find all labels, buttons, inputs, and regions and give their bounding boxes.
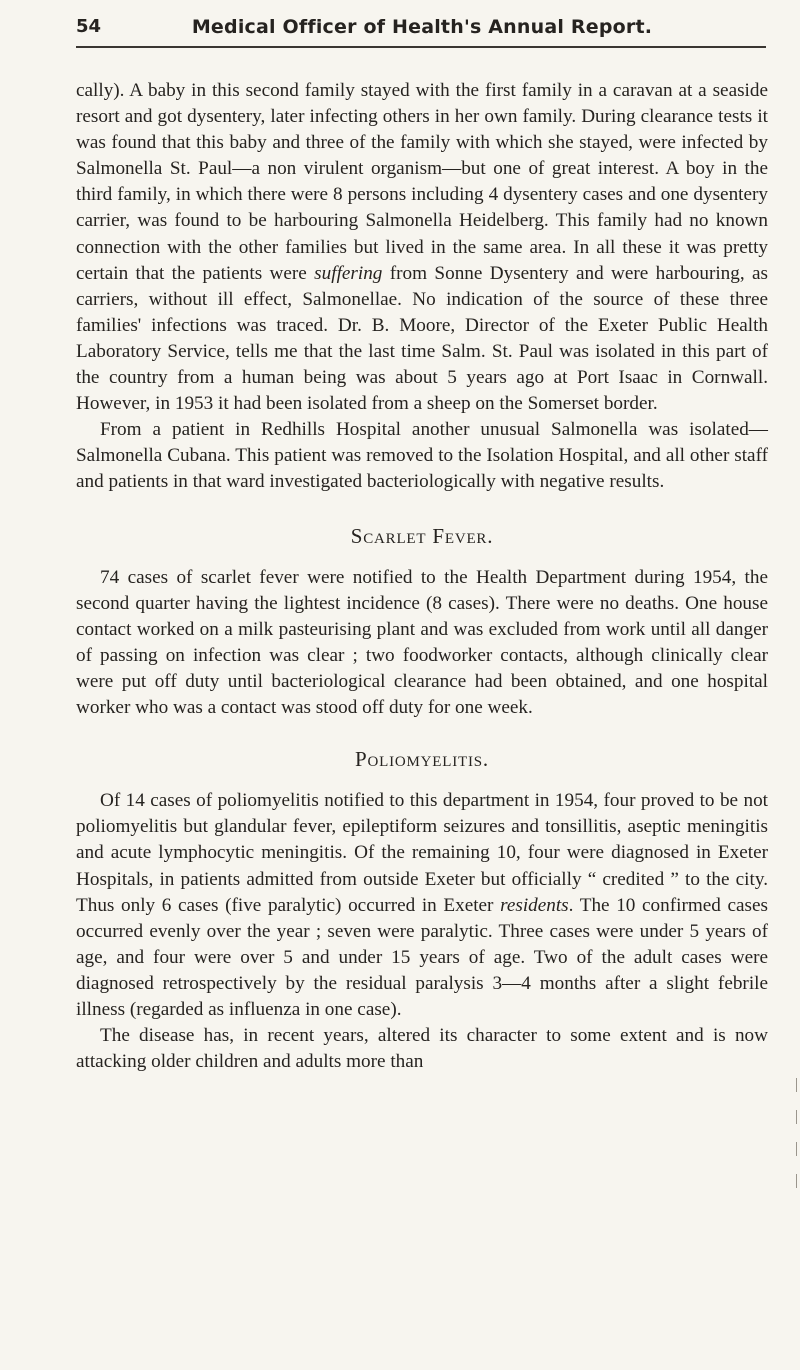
emphasis-text: residents (500, 894, 569, 916)
paragraph-salmonella (76, 78, 768, 417)
header-rule (76, 46, 766, 48)
page-edge-marks (790, 1060, 800, 1360)
edge-mark (796, 1142, 797, 1156)
page-header (76, 10, 768, 50)
paragraph-disease-character: The disease has, in recent years, altered its character to some extent and is now attacking older children and adults more than (76, 1025, 768, 1073)
paragraph-text: from Sonne Dysentery and were harbouring, as carriers, without ill effect, Salmonellae. No indication of the source of these three families' infections was traced. Dr. B. Moore, Director of the Exeter Public Health Laboratory Service, tells me that the last time Salm. St. Paul was isolated in this part of the country from a human being was about 5 years ago at Port Isaac in Cornwall. However, in 1953 it had been isolated from a sheep on the Somerset border. (76, 262, 768, 415)
section-heading-poliomyelitis: Poliomyelitis. (355, 747, 489, 772)
page-number: 54 (76, 16, 102, 37)
section-heading-scarlet-fever: Scarlet Fever. (350, 523, 494, 548)
edge-mark (796, 1110, 797, 1124)
body-text (76, 78, 768, 1075)
paragraph-scarlet-fever: 74 cases of scarlet fever were notified to the Health Department during 1954, the second quarter having the lightest incidence (8 cases). There were no deaths. One house contact worked on a milk pasteurising plant and was excluded from work until all danger of passing on infection was clear ; two foodworker contacts, although clinically clear were put off duty until bacteriological clearance had been obtained, and one hospital worker who was a contact was stood off duty for one week. (76, 566, 768, 719)
edge-mark (796, 1174, 797, 1188)
paragraph-text: . The 10 confirmed cases occurred evenly over the year ; seven were paralytic. Three cases were under 5 years of age, and four were over 5 and under 15 years of age. Two of the adult cases were diagnosed retrospectively by the residual paralysis 3—4 months after a slight febrile illness (regarded as influenza in one case). (76, 894, 768, 1020)
paragraph-text: cally). A baby in this second family stayed with the first family in a caravan at a seaside resort and got dysentery, later infecting others in her own family. During clearance tests it was found that this baby and three of the family with which she stayed, were infected by Salmonella St. Paul—a non virulent organism—but one of great interest. A boy in the third family, in which there were 8 persons including 4 dysentery cases and one dysentery carrier, was found to be harbouring Salmonella Heidelberg. This family had no known connection with the other families but lived in the same area. In all these it was pretty certain that the patients were (76, 80, 768, 284)
edge-mark (796, 1078, 797, 1092)
paragraph-poliomyelitis (76, 788, 768, 1023)
emphasis-text: suffering (314, 262, 383, 284)
paragraph-text: Of 14 cases of poliomyelitis notified to this department in 1954, four proved to be not poliomyelitis but glandular fever, epileptiform seizures and tonsillitis, aseptic meningitis and acute lymphocytic meningitis. Of the remaining 10, four were diagnosed in Exeter Hospitals, in patients admitted from outside Exeter but officially “ credited ” to the city. Thus only 6 cases (five paralytic) occurred in Exeter (76, 790, 768, 916)
running-title: Medical Officer of Health's Annual Report. (191, 16, 653, 38)
paragraph-redhills: From a patient in Redhills Hospital another unusual Salmonella was isolated—Salmonella Cubana. This patient was removed to the Isolation Hospital, and all other staff and patients in that ward investigated bacteriologically with negative results. (76, 419, 768, 493)
